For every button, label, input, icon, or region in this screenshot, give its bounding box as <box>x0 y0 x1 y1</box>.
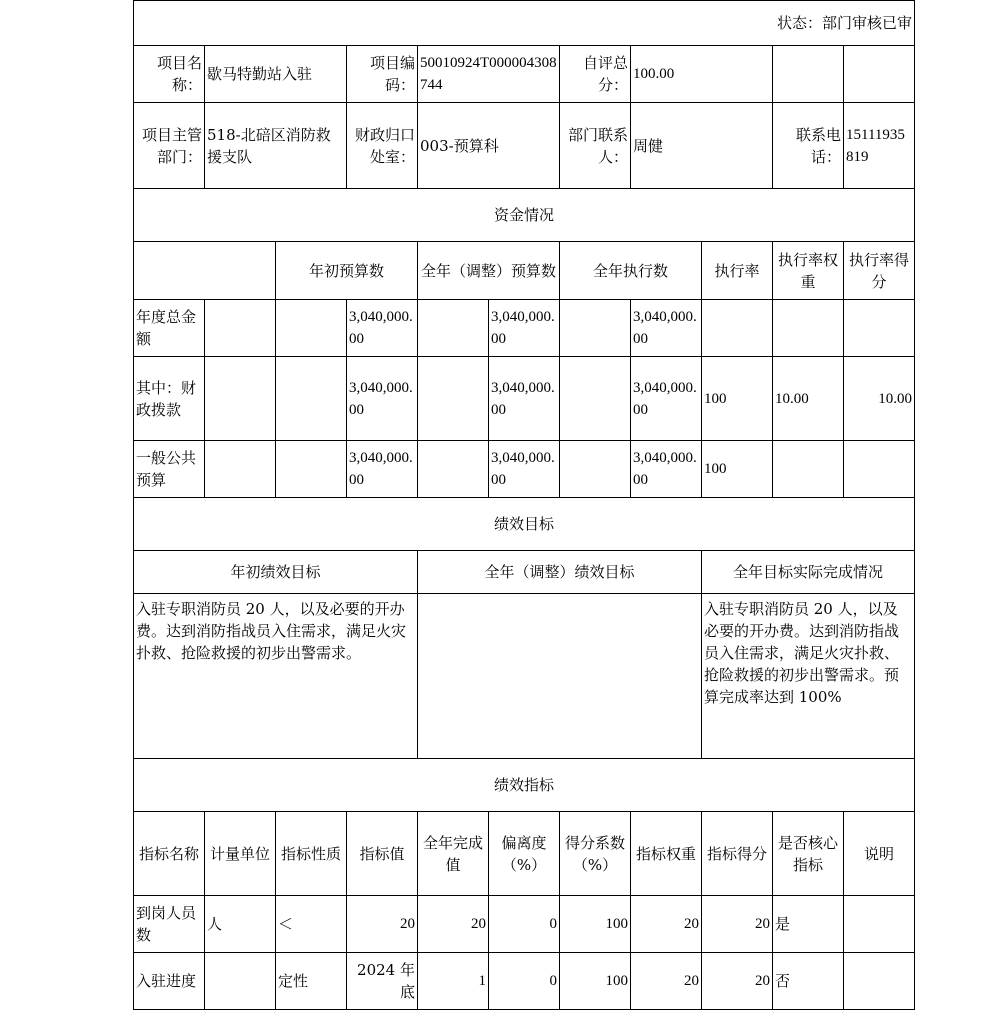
indicator-actual: 20 <box>418 896 489 953</box>
funds-header: 全年（调整）预算数 <box>418 242 560 300</box>
funds-rate: 100 <box>702 357 773 441</box>
indicators-header: 得分系数（%） <box>560 812 631 896</box>
empty-cell <box>134 242 276 300</box>
indicator-note <box>844 896 915 953</box>
indicator-nature: 定性 <box>276 953 347 1010</box>
funds-row-label: 一般公共预算 <box>134 441 205 498</box>
empty-cell <box>418 357 489 441</box>
project-code-label: 项目编码： <box>347 46 418 103</box>
self-score-label: 自评总分： <box>560 46 631 103</box>
funds-header: 年初预算数 <box>276 242 418 300</box>
indicator-value: 20 <box>347 896 418 953</box>
finance-value: 003-预算科 <box>418 103 560 189</box>
goals-header: 年初绩效目标 <box>134 551 418 594</box>
finance-label: 财政归口处室： <box>347 103 418 189</box>
funds-score <box>844 441 915 498</box>
funds-score <box>844 300 915 357</box>
funds-weight <box>773 441 844 498</box>
indicator-deviation: 0 <box>489 953 560 1010</box>
goals-section-title: 绩效目标 <box>134 498 915 551</box>
funds-header: 执行率权重 <box>773 242 844 300</box>
indicators-header: 计量单位 <box>205 812 276 896</box>
dept-label: 项目主管部门： <box>134 103 205 189</box>
indicators-header: 指标性质 <box>276 812 347 896</box>
indicator-row <box>134 896 915 953</box>
funds-rate <box>702 300 773 357</box>
indicators-header: 指标名称 <box>134 812 205 896</box>
funds-weight <box>773 300 844 357</box>
indicators-header: 是否核心指标 <box>773 812 844 896</box>
phone-value: 15111935819 <box>844 103 915 189</box>
funds-row-label: 年度总金额 <box>134 300 205 357</box>
project-name-value: 歇马特勤站入驻 <box>205 46 347 103</box>
funds-executed: 3,040,000.00 <box>631 357 702 441</box>
empty-cell <box>276 357 347 441</box>
indicators-header: 偏离度（%） <box>489 812 560 896</box>
performance-table <box>133 0 915 1010</box>
goals-header: 全年（调整）绩效目标 <box>418 551 702 594</box>
empty-cell <box>205 300 276 357</box>
empty-cell <box>560 357 631 441</box>
empty-cell <box>205 357 276 441</box>
empty-cell <box>560 300 631 357</box>
indicator-coef: 100 <box>560 896 631 953</box>
indicators-header: 指标权重 <box>631 812 702 896</box>
contact-value: 周健 <box>631 103 773 189</box>
status-text: 状态：部门审核已审 <box>134 1 915 46</box>
indicators-section-title: 绩效指标 <box>134 759 915 812</box>
indicator-coef: 100 <box>560 953 631 1010</box>
indicator-actual: 1 <box>418 953 489 1010</box>
empty-cell <box>418 300 489 357</box>
funds-adjusted: 3,040,000.00 <box>489 357 560 441</box>
indicator-note <box>844 953 915 1010</box>
indicator-core: 是 <box>773 896 844 953</box>
empty-cell <box>276 441 347 498</box>
dept-value: 518-北碚区消防救援支队 <box>205 103 347 189</box>
empty-cell <box>418 441 489 498</box>
indicator-score: 20 <box>702 953 773 1010</box>
funds-adjusted: 3,040,000.00 <box>489 441 560 498</box>
project-name-label: 项目名称： <box>134 46 205 103</box>
funds-row <box>134 300 915 357</box>
funds-row-label: 其中：财政拨款 <box>134 357 205 441</box>
contact-label: 部门联系人： <box>560 103 631 189</box>
indicator-row <box>134 953 915 1010</box>
indicator-core: 否 <box>773 953 844 1010</box>
indicator-unit <box>205 953 276 1010</box>
indicators-header: 指标得分 <box>702 812 773 896</box>
empty-cell <box>276 300 347 357</box>
funds-header: 执行率得分 <box>844 242 915 300</box>
funds-score: 10.00 <box>844 357 915 441</box>
goals-initial-text: 入驻专职消防员 20 人，以及必要的开办费。达到消防指战员入住需求，满足火灾扑救、抢险救援的初步出警需求。 <box>134 594 418 759</box>
goals-adjusted-text <box>418 594 702 759</box>
funds-header: 全年执行数 <box>560 242 702 300</box>
indicator-unit: 人 <box>205 896 276 953</box>
funds-row <box>134 441 915 498</box>
funds-executed: 3,040,000.00 <box>631 300 702 357</box>
indicators-header: 全年完成值 <box>418 812 489 896</box>
goals-header: 全年目标实际完成情况 <box>702 551 915 594</box>
empty-cell <box>844 46 915 103</box>
phone-label: 联系电话： <box>773 103 844 189</box>
funds-adjusted: 3,040,000.00 <box>489 300 560 357</box>
goals-actual-text: 入驻专职消防员 20 人，以及必要的开办费。达到消防指战员入住需求，满足火灾扑救、抢险救援的初步出警需求。预算完成率达到 100% <box>702 594 915 759</box>
funds-initial: 3,040,000.00 <box>347 300 418 357</box>
funds-rate: 100 <box>702 441 773 498</box>
empty-cell <box>773 46 844 103</box>
indicator-value: 2024 年底 <box>347 953 418 1010</box>
empty-cell <box>205 441 276 498</box>
indicator-name: 入驻进度 <box>134 953 205 1010</box>
indicator-deviation: 0 <box>489 896 560 953</box>
project-code-value: 50010924T000004308744 <box>418 46 560 103</box>
indicator-score: 20 <box>702 896 773 953</box>
funds-section-title: 资金情况 <box>134 189 915 242</box>
indicators-header: 指标值 <box>347 812 418 896</box>
self-score-value: 100.00 <box>631 46 773 103</box>
empty-cell <box>560 441 631 498</box>
funds-executed: 3,040,000.00 <box>631 441 702 498</box>
funds-initial: 3,040,000.00 <box>347 441 418 498</box>
indicator-weight: 20 <box>631 953 702 1010</box>
indicator-weight: 20 <box>631 896 702 953</box>
funds-row <box>134 357 915 441</box>
funds-weight: 10.00 <box>773 357 844 441</box>
indicator-name: 到岗人员数 <box>134 896 205 953</box>
indicator-nature: ＜ <box>276 896 347 953</box>
indicators-header: 说明 <box>844 812 915 896</box>
funds-header: 执行率 <box>702 242 773 300</box>
funds-initial: 3,040,000.00 <box>347 357 418 441</box>
